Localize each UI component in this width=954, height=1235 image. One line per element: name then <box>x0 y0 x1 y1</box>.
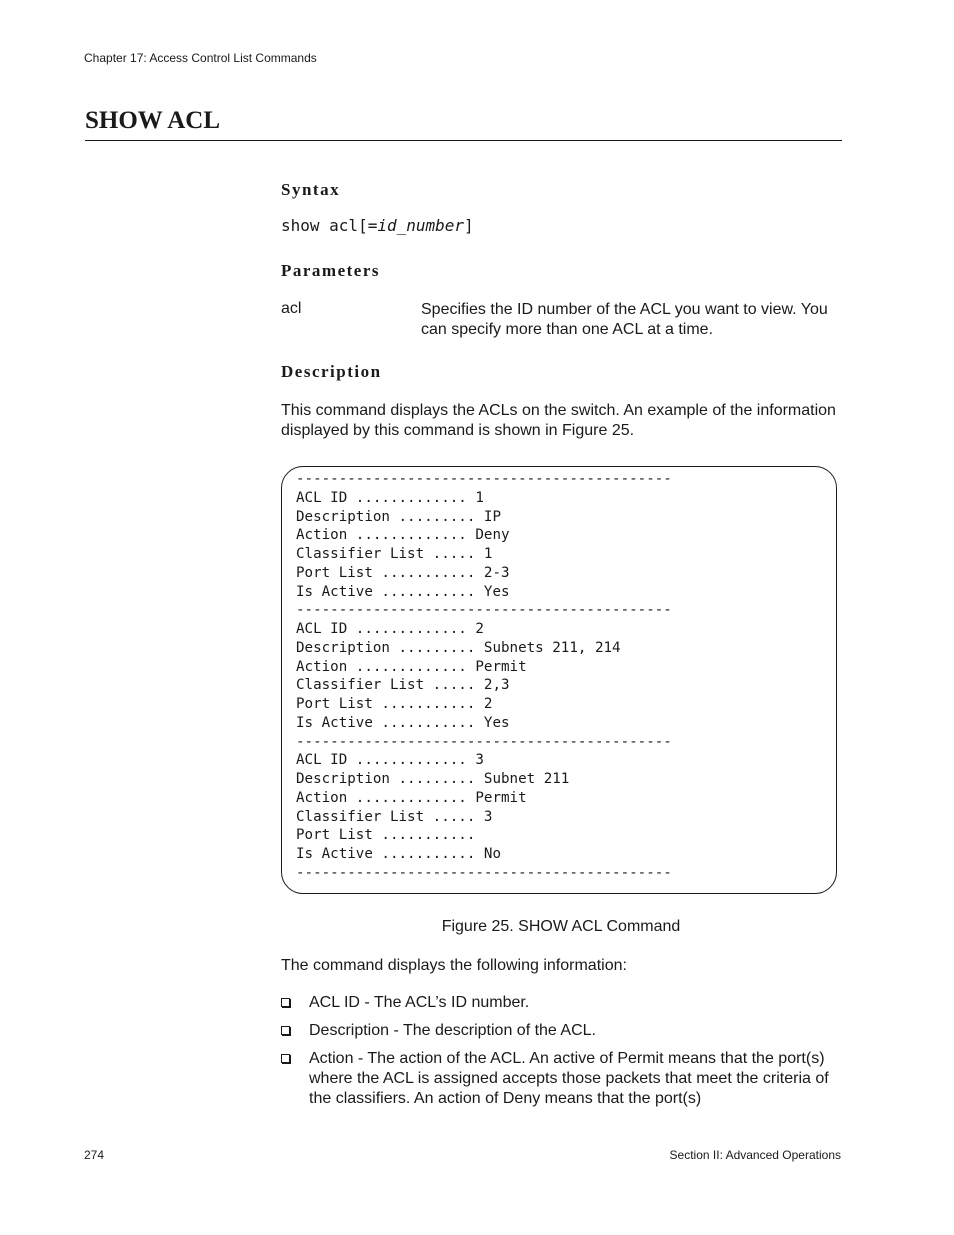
output-line: Description ......... IP <box>296 508 501 525</box>
output-line: ACL ID ............. 1 <box>296 489 484 506</box>
info-list <box>281 993 841 1117</box>
syntax-command <box>281 216 474 235</box>
title-rule <box>85 140 842 141</box>
parameters-heading: Parameters <box>281 261 381 280</box>
output-line: Action ............. Permit <box>296 789 527 806</box>
output-line: Classifier List ..... 2,3 <box>296 677 510 694</box>
figure-output <box>296 470 672 883</box>
list-item-text: Action - The action of the ACL. An active of Permit means that the port(s) where the ACL is assigned accepts those packets that meet the criteria of the classifiers. An action of Deny means that the port(s) <box>309 1050 829 1107</box>
param-name: acl <box>281 300 302 317</box>
checkbox-bullet-icon <box>281 1054 290 1063</box>
output-line: Classifier List ..... 1 <box>296 546 493 562</box>
output-line: Description ......... Subnets 211, 214 <box>296 639 621 656</box>
output-line: -------------------------------------------- <box>296 471 672 487</box>
output-line: Action ............. Permit <box>296 658 527 675</box>
page-number: 274 <box>84 1148 105 1162</box>
syntax-heading: Syntax <box>281 180 341 199</box>
footer-section: Section II: Advanced Operations <box>669 1148 841 1162</box>
checkbox-bullet-icon <box>281 1026 290 1035</box>
list-item-text: Description - The description of the ACL. <box>309 1022 596 1039</box>
output-line: ACL ID ............. 3 <box>296 752 484 769</box>
syntax-command-text: show acl[= <box>281 216 378 235</box>
info-intro: The command displays the following information: <box>281 957 627 974</box>
output-line: Port List ........... <box>296 827 476 844</box>
output-line: -------------------------------------------- <box>296 602 672 619</box>
output-line: Description ......... Subnet 211 <box>296 771 570 787</box>
output-line: ACL ID ............. 2 <box>296 621 484 637</box>
list-item <box>281 1049 841 1109</box>
syntax-close: ] <box>464 216 474 235</box>
checkbox-bullet-icon <box>281 998 290 1007</box>
output-line: Is Active ........... Yes <box>296 714 510 731</box>
output-line: Action ............. Deny <box>296 527 510 544</box>
output-line: -------------------------------------------- <box>296 864 672 881</box>
syntax-param: id_number <box>377 216 465 235</box>
param-description: Specifies the ID number of the ACL you want to view. You can specify more than one ACL at a time. <box>421 301 828 338</box>
list-item-text: ACL ID - The ACL’s ID number. <box>309 994 530 1011</box>
output-line: Port List ........... 2 <box>296 696 493 712</box>
list-item <box>281 993 841 1013</box>
output-line: Is Active ........... Yes <box>296 583 510 600</box>
figure-caption: Figure 25. SHOW ACL Command <box>441 918 681 935</box>
running-header: Chapter 17: Access Control List Commands <box>84 51 317 65</box>
output-line: Is Active ........... No <box>296 846 501 862</box>
page-title: SHOW ACL <box>85 107 220 134</box>
output-line: Port List ........... 2-3 <box>296 564 510 581</box>
description-heading: Description <box>281 362 382 381</box>
list-item <box>281 1021 841 1041</box>
output-line: -------------------------------------------- <box>296 733 672 750</box>
output-line: Classifier List ..... 3 <box>296 808 493 825</box>
description-text: This command displays the ACLs on the switch. An example of the information displayed by this command is shown in Figure 25. <box>281 402 836 439</box>
